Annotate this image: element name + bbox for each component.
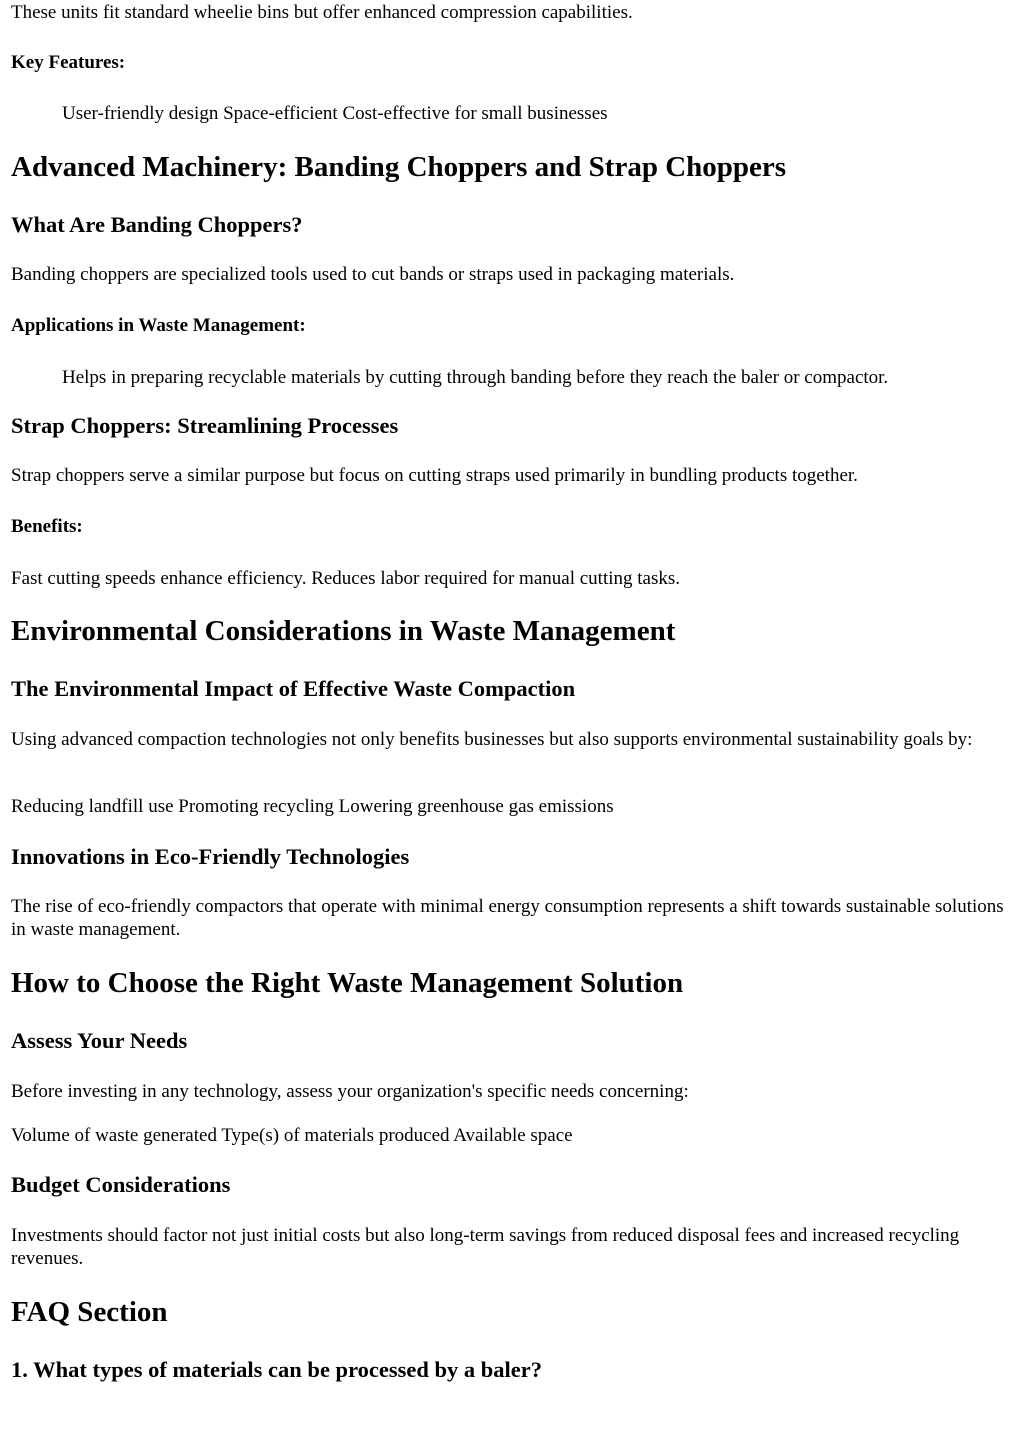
benefits-text: Fast cutting speeds enhance efficiency. Reduces labor required for manual cutting tasks.	[11, 568, 680, 589]
choose-solution-heading: How to Choose the Right Waste Management Solution	[11, 967, 684, 999]
strap-choppers-heading: Strap Choppers: Streamlining Processes	[11, 413, 399, 438]
advanced-machinery-heading: Advanced Machinery: Banding Choppers and Strap Choppers	[11, 151, 787, 183]
environmental-heading: Environmental Considerations in Waste Management	[11, 615, 676, 647]
assess-needs-heading: Assess Your Needs	[11, 1028, 188, 1053]
faq-heading: FAQ Section	[11, 1296, 168, 1328]
banding-choppers-heading: What Are Banding Choppers?	[11, 212, 303, 237]
key-features-text: User-friendly design Space-efficient Cost-effective for small businesses	[62, 103, 608, 124]
budget-considerations-paragraph: Investments should factor not just initial costs but also long-term savings from reduced disposal fees and increased recycling revenues.	[11, 1225, 960, 1269]
applications-text: Helps in preparing recyclable materials by cutting through banding before they reach the baler or compactor.	[62, 367, 889, 388]
key-features-heading: Key Features:	[11, 52, 126, 73]
assess-needs-paragraph: Before investing in any technology, assess your organization's specific needs concerning:	[11, 1081, 689, 1102]
banding-choppers-paragraph: Banding choppers are specialized tools used to cut bands or straps used in packaging materials.	[11, 264, 735, 285]
innovations-heading: Innovations in Eco-Friendly Technologies	[11, 844, 410, 869]
intro-paragraph: These units fit standard wheelie bins but offer enhanced compression capabilities.	[11, 2, 633, 23]
faq-question-1: 1. What types of materials can be processed by a baler?	[11, 1357, 543, 1382]
innovations-paragraph: The rise of eco-friendly compactors that operate with minimal energy consumption represents a shift towards sustainable solutions in waste management.	[11, 896, 1004, 940]
assess-needs-list: Volume of waste generated Type(s) of materials produced Available space	[11, 1125, 573, 1146]
environmental-impact-list: Reducing landfill use Promoting recycling Lowering greenhouse gas emissions	[11, 796, 614, 817]
budget-considerations-heading: Budget Considerations	[11, 1172, 231, 1197]
benefits-heading: Benefits:	[11, 516, 83, 537]
strap-choppers-paragraph: Strap choppers serve a similar purpose but focus on cutting straps used primarily in bundling products together.	[11, 465, 858, 486]
applications-heading: Applications in Waste Management:	[11, 315, 306, 336]
environmental-impact-heading: The Environmental Impact of Effective Waste Compaction	[11, 676, 576, 701]
environmental-impact-paragraph: Using advanced compaction technologies not only benefits businesses but also supports environmental sustainability goals by:	[11, 729, 973, 750]
